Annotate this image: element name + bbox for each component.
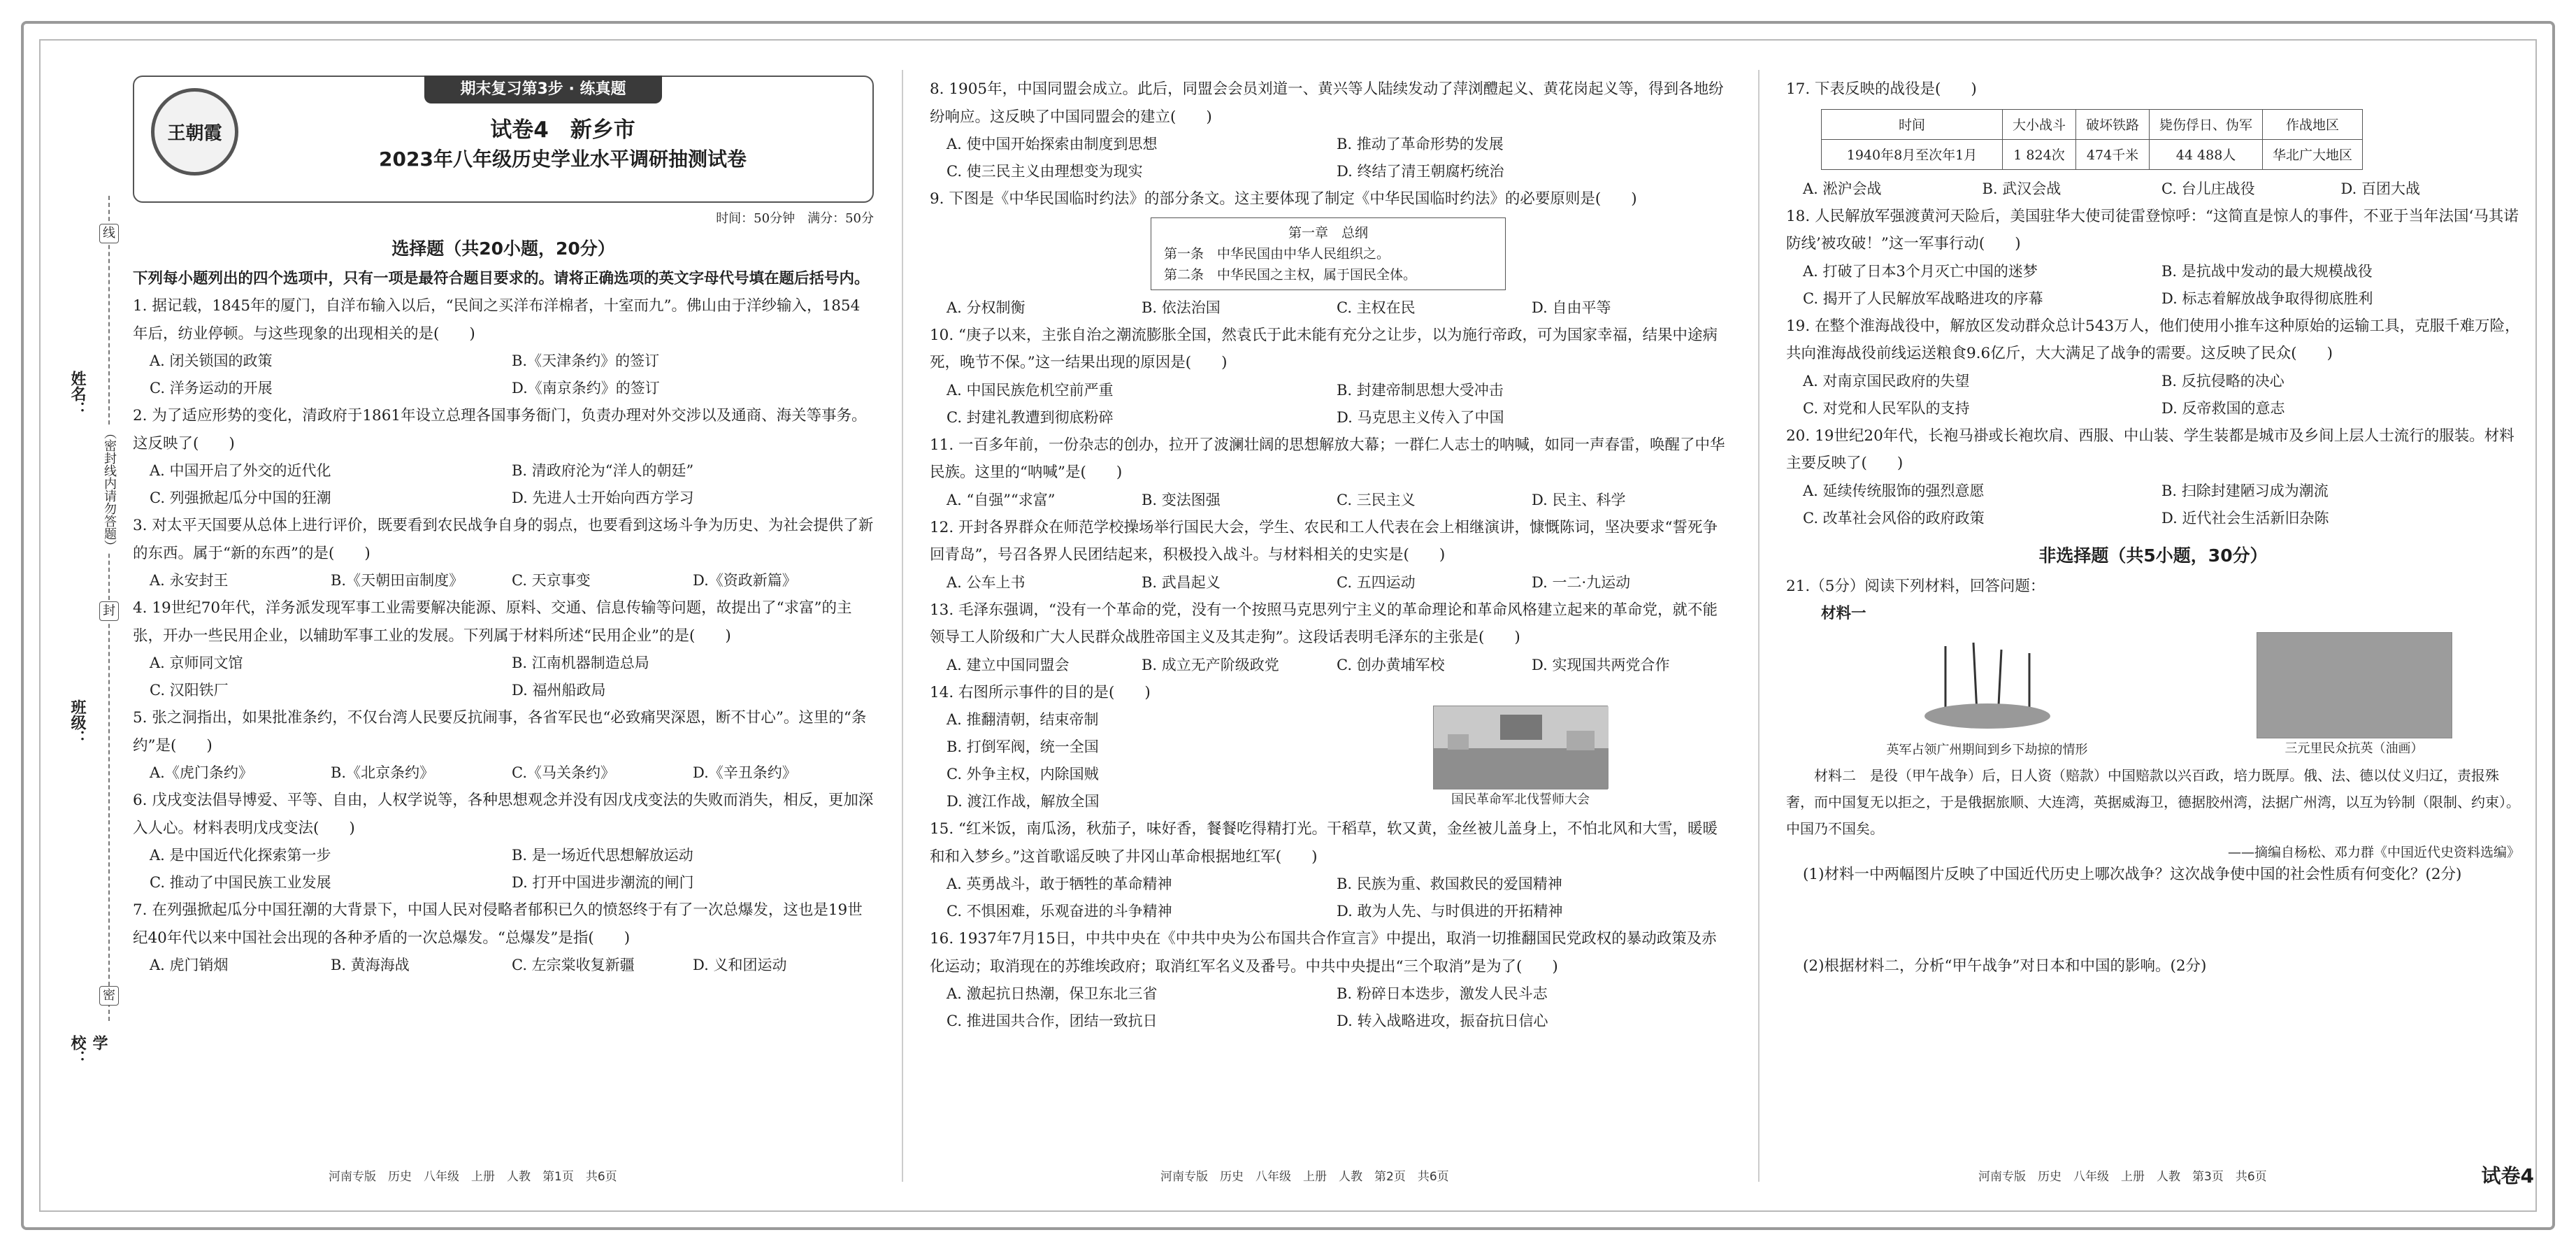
option-a: A. 分权制衡 — [947, 299, 1026, 316]
option-a: A. 淞沪会战 — [1803, 180, 1882, 197]
option-a: A. 是中国近代化探索第一步 — [150, 847, 331, 864]
seal-mark-1: 线 — [99, 224, 119, 243]
question-options — [1786, 478, 2520, 532]
option-c: C. 汉阳铁厂 — [150, 682, 229, 699]
rally-photo — [1433, 706, 1608, 789]
option-a: A. 建立中国同盟会 — [947, 656, 1070, 673]
brand-logo: 王朝霞 — [151, 88, 238, 176]
option-a: A. 激起抗日热潮，保卫东北三省 — [947, 985, 1158, 1002]
option-c: C.《马关条约》 — [512, 764, 615, 781]
option-c: C. 外争主权，内除国贼 — [947, 766, 1099, 782]
option-b: B. 成立无产阶级政党 — [1142, 656, 1279, 673]
option-b: B. 推动了革命形势的发展 — [1337, 136, 1504, 152]
table-header: 时间 — [1822, 109, 2003, 139]
option-d: D. 终结了清王朝腐朽统治 — [1337, 163, 1504, 180]
option-d: D. 自由平等 — [1532, 299, 1611, 316]
option-d: D. 先进人士开始向西方学习 — [512, 489, 694, 506]
question-stem: 10. “庚子以来，主张自治之潮流膨胀全国，然袁氏于此未能有充分之让步，以为施行帝政，可为国家幸福，结果中途病死，晚节不保。”这一结果出现的原因是( ) — [930, 326, 1718, 371]
question-options — [930, 487, 1727, 514]
table-cell: 44 488人 — [2150, 139, 2263, 169]
table-header: 毙伤俘日、伪军 — [2150, 109, 2263, 139]
time-score: 时间：50分钟 满分：50分 — [716, 211, 874, 226]
option-d: D. 百团大战 — [2340, 180, 2420, 197]
question-stem: 11. 一百多年前，一份杂志的创办，拉开了波澜壮阔的思想解放大幕；一群仁人志士的呐喊，如同一声春雷，唤醒了中华民族。这里的“呐喊”是( ) — [930, 436, 1725, 481]
option-b: B.《北京条约》 — [331, 764, 435, 781]
option-c: C. 洋务运动的开展 — [150, 380, 273, 396]
option-c: C. 不惧困难，乐观奋进的斗争精神 — [947, 903, 1172, 920]
question-stem: 14. 右图所示事件的目的是( ) — [930, 683, 1151, 701]
option-b: B. 依法治国 — [1142, 299, 1221, 316]
question-options — [930, 980, 1727, 1035]
table-cell: 474千米 — [2076, 139, 2150, 169]
option-d: D. 民主、科学 — [1532, 491, 1626, 508]
material-2: 材料二 是役（甲午战争）后，日人资（赔款）中国赔款以兴百政，培力既厚。俄、法、德以仗义归辽，责报殊奢，而中国复无以拒之，于是俄据旅顺、大连湾，英据威海卫，德据胶州湾，法据广州湾，以互为钤制（限制、约束）。中国乃不国矣。 — [1786, 766, 2520, 837]
question-options — [930, 871, 1727, 925]
option-c: C. 揭开了人民解放军战略进攻的序幕 — [1803, 289, 2043, 307]
option-a: A. 京师同文馆 — [150, 655, 243, 671]
option-a: A. “自强”“求富” — [947, 491, 1056, 508]
instructions: 下列每小题列出的四个选项中，只有一项是最符合题目要求的。请将正确选项的英文字母代号填在题后括号内。 — [133, 270, 870, 287]
option-c: C. 主权在民 — [1337, 299, 1416, 316]
question-1 — [133, 292, 874, 402]
exam-tag: 试卷4 — [2481, 1164, 2534, 1187]
q14-figure — [1433, 706, 1608, 808]
option-c: C. 推进国共合作，团结一致抗日 — [947, 1013, 1158, 1029]
question-19 — [1786, 313, 2520, 422]
option-d: D. 福州船政局 — [512, 682, 606, 699]
q21-stem: 21.（5分）阅读下列材料，回答问题： — [1786, 577, 2045, 595]
option-b: B. 扫除封建陋习成为潮流 — [2161, 482, 2329, 499]
question-stem: 13. 毛泽东强调，“没有一个革命的党，没有一个按照马克思列宁主义的革命理论和革命风格建立起来的革命党，就不能领导工人阶级和广大人民群众战胜帝国主义及其走狗”。这段话表明毛泽东的主张是( ) — [930, 601, 1718, 646]
seal-note: （密封线内请勿答题） — [100, 427, 118, 552]
question-17 — [1786, 76, 2520, 103]
option-b: B. 封建帝制思想大受冲击 — [1337, 381, 1504, 399]
soldiers-sketch — [1855, 632, 2120, 737]
question-stem: 6. 戊戌变法倡导博爱、平等、自由，人权学说等，各种思想观念并没有因戊戌变法的失败而消失，相反，更加深入人心。材料表明戊戌变法( ) — [133, 792, 874, 837]
question-options — [930, 131, 1727, 185]
option-d: D.《资政新篇》 — [693, 572, 797, 589]
question-18 — [1786, 203, 2520, 313]
question-13 — [930, 596, 1727, 679]
question-stem: 12. 开封各界群众在师范学校操场举行国民大会，学生、农民和工人代表在会上相继演讲，慷慨陈词，坚决要求“誓死争回青岛”，号召各界人民团结起来，积极投入战斗。与材料相关的史实是( ) — [930, 518, 1718, 564]
column-divider — [902, 70, 903, 1182]
question-stem: 5. 张之洞指出，如果批准条约，不仅台湾人民要反抗闹事，各省军民也“必致痛哭深恩，断不甘心”。这里的“条约”是( ) — [133, 709, 867, 755]
option-b: B. 是抗战中发动的最大规模战役 — [2161, 262, 2373, 280]
option-a: A. 公车上书 — [947, 573, 1026, 591]
question-stem: 7. 在列强掀起瓜分中国狂潮的大背景下，中国人民对侵略者郁积已久的愤怒终于有了一次总爆发，这也是19世纪40年代以来中国社会出现的各种矛盾的一次总爆发。“总爆发”是指( ) — [133, 901, 863, 947]
question-options — [930, 294, 1727, 322]
option-c: C. 改革社会风俗的政府政策 — [1803, 509, 1985, 527]
option-c: C. 对党和人民军队的支持 — [1803, 399, 1970, 417]
option-c: C. 三民主义 — [1337, 491, 1416, 508]
option-d: D. 近代社会生活新旧杂陈 — [2161, 509, 2329, 527]
exam-subtitle: 2023年八年级历史学业水平调研抽测试卷 — [379, 148, 747, 171]
question-9 — [930, 185, 1727, 213]
battle-table — [1821, 109, 2363, 170]
option-a: A. 中国民族危机空前严重 — [947, 381, 1114, 399]
column-1 — [133, 76, 874, 1166]
question-4 — [133, 594, 874, 704]
option-c: C. 创办黄埔军校 — [1337, 656, 1445, 673]
option-b: B. 武汉会战 — [1982, 180, 2061, 197]
question-stem: 2. 为了适应形势的变化，清政府于1861年设立总理各国事务衙门，负责办理对外交涉以及通商、海关等事务。这反映了( ) — [133, 407, 867, 452]
exam-header — [133, 76, 874, 203]
option-c: C. 列强掀起瓜分中国的狂潮 — [150, 489, 331, 506]
question-stem: 20. 19世纪20年代，长袍马褂或长袍坎肩、西服、中山装、学生装都是城市及乡间上层人士流行的服装。材料主要反映了( ) — [1786, 427, 2514, 472]
option-a: A. 中国开启了外交的近代化 — [150, 462, 331, 479]
option-c: C. 使三民主义由理想变为现实 — [947, 163, 1143, 180]
question-20 — [1786, 422, 2520, 532]
option-c: C. 封建礼教遭到彻底粉碎 — [947, 408, 1114, 426]
question-stem: 15. “红米饭，南瓜汤，秋茄子，味好香，餐餐吃得精打光。干稻草，软又黄，金丝被儿盖身上，不怕北风和大雪，暖暖和和入梦乡。”这首歌谣反映了井冈山革命根据地红军( ) — [930, 820, 1718, 866]
material-source: ——摘编自杨松、邓力群《中国近代史资料选编》 — [2227, 844, 2520, 860]
option-a: A. 闭关锁国的政策 — [150, 352, 273, 369]
excerpt-line: 第二条 中华民国之主权，属于国民全体。 — [1164, 266, 1417, 283]
material-1-label: 材料一 — [1821, 605, 1866, 622]
option-d: D. 渡江作战，解放全国 — [947, 793, 1100, 810]
option-a: A. 对南京国民政府的失望 — [1803, 372, 1970, 389]
option-b: B. 反抗侵略的决心 — [2161, 372, 2284, 389]
question-options — [1786, 176, 2520, 203]
name-label: 姓名： — [69, 371, 86, 417]
figure-left — [1855, 632, 2120, 758]
option-d: D. 实现国共两党合作 — [1532, 656, 1670, 673]
option-a: A. 延续传统服饰的强烈意愿 — [1803, 482, 1985, 499]
question-options — [133, 650, 874, 704]
constitution-excerpt — [1151, 217, 1506, 290]
table-header: 大小战斗 — [2003, 109, 2076, 139]
column-divider — [1758, 70, 1760, 1182]
seal-mark-2: 封 — [99, 601, 119, 621]
question-16 — [930, 925, 1727, 1035]
question-8 — [930, 76, 1727, 185]
option-a: A. 推翻清朝，结束帝制 — [947, 711, 1099, 728]
question-2 — [133, 402, 874, 512]
question-options — [1786, 368, 2520, 422]
option-d: D. 反帝救国的意志 — [2161, 399, 2285, 417]
section-title: 选择题（共20小题，20分） — [391, 238, 615, 259]
question-11 — [930, 431, 1727, 514]
question-options — [133, 952, 874, 979]
option-d: D. 一二·九运动 — [1532, 573, 1631, 591]
page-footer: 河南专版 历史 八年级 上册 人教 第3页 共6页 — [1978, 1170, 2267, 1184]
class-label: 班级： — [69, 699, 86, 745]
question-5 — [133, 704, 874, 787]
question-options — [930, 569, 1727, 596]
figure-right — [2257, 632, 2452, 758]
exam-title: 试卷4 新乡市 — [490, 117, 635, 143]
option-d: D.《南京条约》的签订 — [512, 380, 660, 396]
question-15 — [930, 815, 1727, 925]
seal-mark-3: 密 — [99, 986, 119, 1006]
option-b: B.《天津条约》的签订 — [512, 352, 660, 369]
question-stem: 1. 据记载，1845年的厦门，自洋布输入以后，“民间之买洋布洋棉者，十室而九”。佛山由于洋纱输入，1854年后，纺业停顿。与这些现象的出现相关的是( ) — [133, 297, 861, 343]
q21-part1: (1)材料一中两幅图片反映了中国近代历史上哪次战争？这次战争使中国的社会性质有何变化？(2分) — [1803, 865, 2462, 883]
option-a: A. 打破了日本3个月灭亡中国的迷梦 — [1803, 262, 2038, 280]
option-c: C. 台儿庄战役 — [2161, 180, 2255, 197]
question-options — [1786, 258, 2520, 313]
question-12 — [930, 514, 1727, 596]
question-stem: 17. 下表反映的战役是( ) — [1786, 80, 1977, 98]
question-options — [930, 377, 1727, 431]
option-b: B. 黄海海战 — [331, 957, 410, 973]
figure-right-caption: 三元里民众抗英（油画） — [2284, 741, 2424, 756]
option-b: B. 变法图强 — [1142, 491, 1221, 508]
question-stem: 4. 19世纪70年代，洋务派发现军事工业需要解决能源、原料、交通、信息传输等问题，故提出了“求富”的主张，开办一些民用企业，以辅助军事工业的发展。下列属于材料所述“民用企业”的是( ) — [133, 599, 852, 645]
excerpt-line: 第一条 中华民国由中华人民组织之。 — [1164, 245, 1390, 262]
table-header: 破坏铁路 — [2076, 109, 2150, 139]
option-a: A. 虎门销烟 — [150, 957, 229, 973]
option-d: D. 标志着解放战争取得彻底胜利 — [2161, 289, 2373, 307]
option-b: B. 是一场近代思想解放运动 — [512, 847, 693, 864]
option-b: B. 粉碎日本迭步，激发人民斗志 — [1337, 985, 1548, 1002]
option-d: D. 敢为人先、与时俱进的开拓精神 — [1337, 903, 1563, 920]
school-label: 学校： — [69, 1035, 108, 1066]
question-stem: 9. 下图是《中华民国临时约法》的部分条文。这主要体现了制定《中华民国临时约法》的必要原则是( ) — [930, 190, 1637, 208]
rally-caption: 国民革命军北伐誓师大会 — [1451, 792, 1590, 807]
question-stem: 18. 人民解放军强渡黄河天险后，美国驻华大使司徒雷登惊呼：“这简直是惊人的事件，不亚于当年法国‘马其诺防线’被攻破！”这一军事行动( ) — [1786, 207, 2519, 252]
option-c: C. 推动了中国民族工业发展 — [150, 874, 331, 891]
option-d: D. 义和团运动 — [693, 957, 787, 973]
review-banner: 期末复习第3步 · 练真题 — [424, 76, 662, 103]
option-d: D. 转入战略进攻，振奋抗日信心 — [1337, 1013, 1548, 1029]
option-a: A. 使中国开始探索由制度到思想 — [947, 136, 1158, 152]
table-cell: 1 824次 — [2003, 139, 2076, 169]
option-c: C. 天京事变 — [512, 572, 591, 589]
column-2 — [930, 76, 1727, 1166]
question-options — [133, 842, 874, 896]
binding-sidebar — [66, 210, 117, 1066]
material-1-figures — [1786, 632, 2520, 758]
page-footer: 河南专版 历史 八年级 上册 人教 第1页 共6页 — [329, 1170, 617, 1184]
question-3 — [133, 512, 874, 594]
option-d: D. 打开中国进步潮流的闸门 — [512, 874, 694, 891]
option-a: A. 英勇战斗，敢于牺牲的革命精神 — [947, 875, 1172, 892]
option-c: C. 五四运动 — [1337, 573, 1416, 591]
option-c: C. 左宗棠收复新疆 — [512, 957, 635, 973]
section-title-2: 非选择题（共5小题，30分） — [2038, 545, 2268, 566]
excerpt-head: 第一章 总纲 — [1288, 224, 1368, 241]
question-options — [133, 457, 874, 512]
page-footer: 河南专版 历史 八年级 上册 人教 第2页 共6页 — [1160, 1170, 1449, 1184]
option-b: B. 打倒军阀，统一全国 — [947, 738, 1099, 755]
option-b: B. 武昌起义 — [1142, 573, 1221, 591]
question-options — [930, 652, 1727, 679]
option-d: D.《辛丑条约》 — [693, 764, 797, 781]
option-d: D. 马克思主义传入了中国 — [1337, 408, 1504, 426]
oil-painting — [2257, 632, 2452, 738]
question-options — [133, 759, 874, 787]
question-options — [133, 348, 874, 402]
option-a: A. 永安封王 — [150, 572, 229, 589]
question-stem: 16. 1937年7月15日，中共中央在《中共中央为公布国共合作宣言》中提出，取消一切推翻国民党政权的暴动政策及赤化运动；取消现在的苏维埃政府；取消红军名义及番号。中共中央提出“三个取消”是为了( ) — [930, 930, 1717, 975]
option-b: B. 江南机器制造总局 — [512, 655, 649, 671]
question-7 — [133, 896, 874, 979]
column-3 — [1786, 76, 2520, 1166]
question-10 — [930, 322, 1727, 431]
question-6 — [133, 787, 874, 896]
figure-left-caption: 英军占领广州期间到乡下劫掠的情形 — [1886, 742, 2088, 757]
table-header: 作战地区 — [2263, 109, 2363, 139]
rally-photo-svg — [1434, 706, 1609, 789]
option-b: B. 清政府沦为“洋人的朝廷” — [512, 462, 694, 479]
question-options — [133, 567, 874, 594]
option-b: B. 民族为重、救国救民的爱国精神 — [1337, 875, 1562, 892]
table-cell: 华北广大地区 — [2263, 139, 2363, 169]
option-b: B.《天朝田亩制度》 — [331, 572, 464, 589]
question-stem: 8. 1905年，中国同盟会成立。此后，同盟会会员刘道一、黄兴等人陆续发动了萍浏醴起义、黄花岗起义等，得到各地纷纷响应。这反映了中国同盟会的建立( ) — [930, 80, 1724, 126]
q21-part2: (2)根据材料二，分析“甲午战争”对日本和中国的影响。(2分) — [1803, 957, 2207, 975]
table-cell: 1940年8月至次年1月 — [1822, 139, 2003, 169]
option-a: A.《虎门条约》 — [150, 764, 253, 781]
question-stem: 3. 对太平天国要从总体上进行评价，既要看到农民战争自身的弱点，也要看到这场斗争为历史、为社会提供了新的东西。属于“新的东西”的是( ) — [133, 517, 874, 562]
question-stem: 19. 在整个淮海战役中，解放区发动群众总计543万人，他们使用小推车这种原始的运输工具，克服千难万险，共向淮海战役前线运送粮食9.6亿斤，大大满足了战争的需要。这反映了民众( ) — [1786, 317, 2520, 362]
